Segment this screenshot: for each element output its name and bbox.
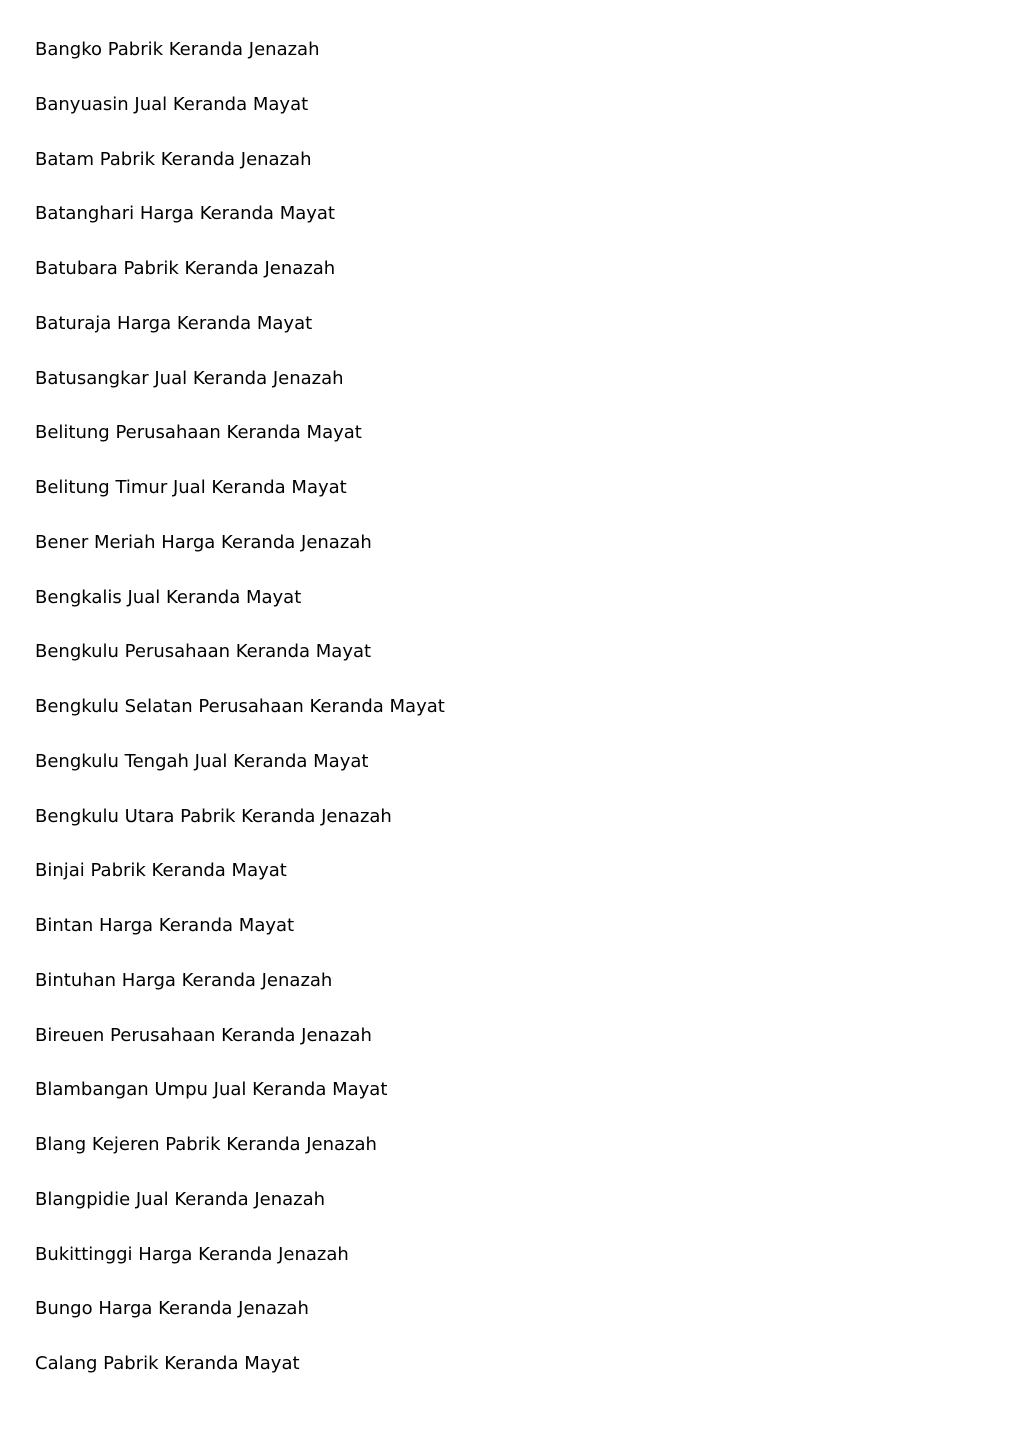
list-item-text: Bener Meriah Harga Keranda Jenazah	[35, 531, 372, 553]
list-item	[35, 1352, 445, 1407]
list-item	[35, 750, 445, 805]
list-item	[35, 1078, 445, 1133]
list-item	[35, 805, 445, 860]
list-item-text: Belitung Perusahaan Keranda Mayat	[35, 422, 362, 444]
list-item-text: Batusangkar Jual Keranda Jenazah	[35, 367, 344, 389]
list-item	[35, 1188, 445, 1243]
list-item	[35, 695, 445, 750]
list-item	[35, 859, 445, 914]
list-item	[35, 38, 445, 93]
list-item	[35, 1243, 445, 1298]
list-item-text: Bengkulu Tengah Jual Keranda Mayat	[35, 750, 369, 772]
list-item-text: Bengkalis Jual Keranda Mayat	[35, 586, 302, 608]
list-item-text: Batam Pabrik Keranda Jenazah	[35, 148, 312, 170]
list-item-text: Batanghari Harga Keranda Mayat	[35, 203, 335, 225]
list-item	[35, 93, 445, 148]
list-item	[35, 1297, 445, 1352]
list-item-text: Bintan Harga Keranda Mayat	[35, 915, 295, 936]
list-item-text: Blang Kejeren Pabrik Keranda Jenazah	[35, 1134, 377, 1155]
list-item-text: Blangpidie Jual Keranda Jenazah	[35, 1188, 326, 1210]
list-item	[35, 421, 445, 476]
list-item	[35, 531, 445, 586]
list-item-text: Bengkulu Perusahaan Keranda Mayat	[35, 641, 372, 663]
list-item	[35, 914, 445, 969]
list-item	[35, 148, 445, 203]
list-item	[35, 1133, 445, 1188]
list-item	[35, 969, 445, 1024]
list-item-text: Bungo Harga Keranda Jenazah	[35, 1298, 309, 1320]
list-item-text: Binjai Pabrik Keranda Mayat	[35, 860, 287, 882]
list-item	[35, 586, 445, 641]
list-item	[35, 367, 445, 422]
list-item-text: Bangko Pabrik Keranda Jenazah	[35, 39, 320, 60]
list-item-text: Banyuasin Jual Keranda Mayat	[35, 93, 309, 115]
list-item	[35, 257, 445, 312]
list-item	[35, 476, 445, 531]
list-item-text: Bukittinggi Harga Keranda Jenazah	[35, 1243, 349, 1265]
list-item-text: Belitung Timur Jual Keranda Mayat	[35, 477, 347, 498]
location-list	[35, 38, 445, 1407]
list-item-text: Bintuhan Harga Keranda Jenazah	[35, 969, 333, 991]
list-item	[35, 1024, 445, 1079]
list-item-text: Calang Pabrik Keranda Mayat	[35, 1353, 300, 1374]
list-item-text: Bengkulu Selatan Perusahaan Keranda Mayat	[35, 696, 445, 717]
list-item-text: Bengkulu Utara Pabrik Keranda Jenazah	[35, 805, 392, 827]
list-item	[35, 202, 445, 257]
list-item-text: Batubara Pabrik Keranda Jenazah	[35, 258, 336, 279]
list-item	[35, 640, 445, 695]
list-item	[35, 312, 445, 367]
list-item-text: Bireuen Perusahaan Keranda Jenazah	[35, 1024, 372, 1046]
list-item-text: Blambangan Umpu Jual Keranda Mayat	[35, 1079, 388, 1101]
list-item-text: Baturaja Harga Keranda Mayat	[35, 312, 313, 334]
